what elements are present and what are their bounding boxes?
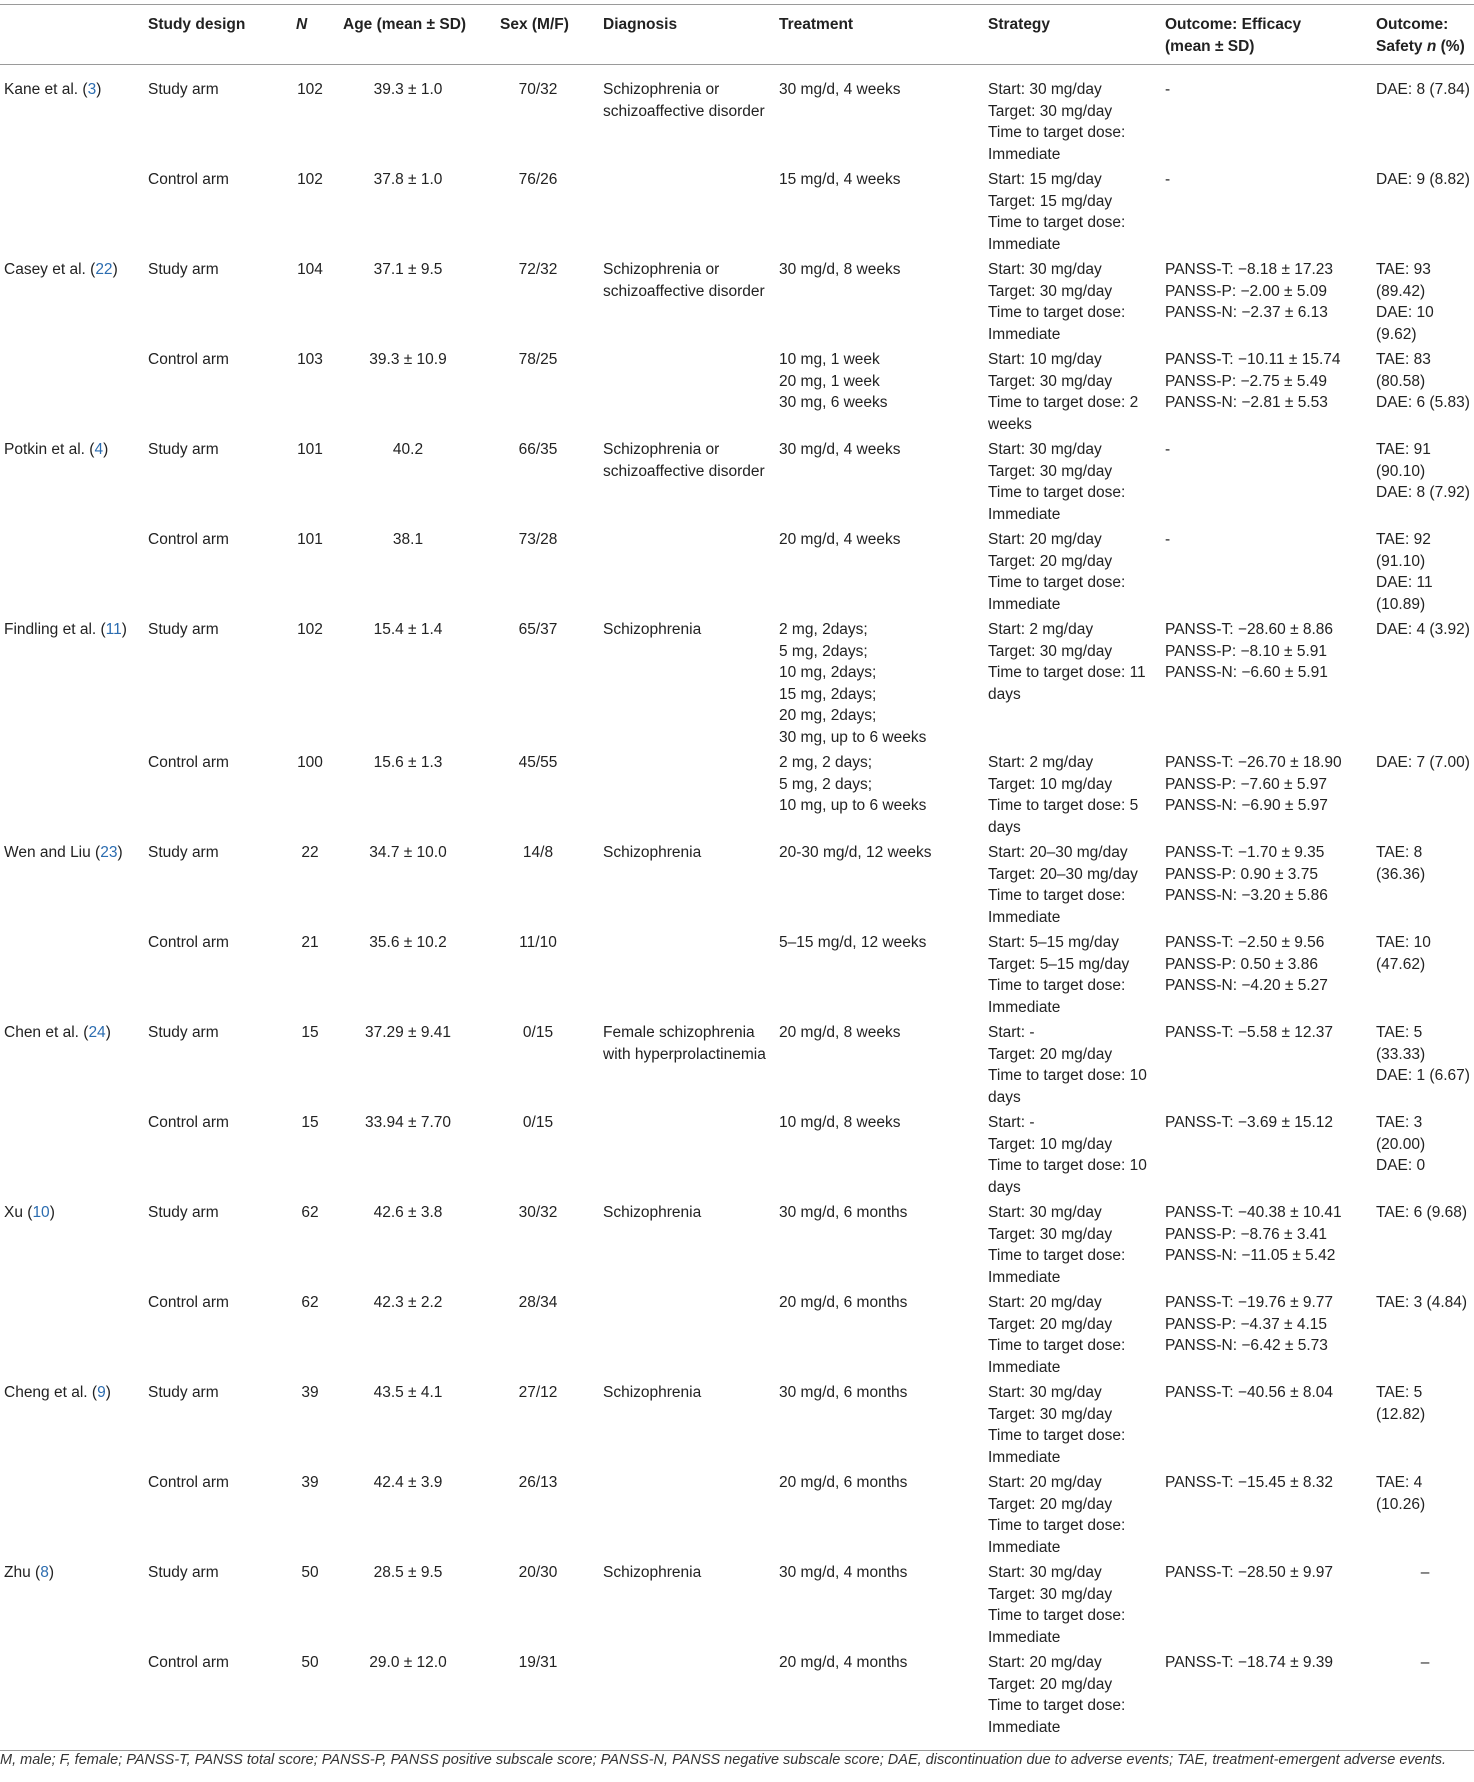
header-safety-line1: Outcome: — [1376, 16, 1449, 33]
study-name — [4, 842, 144, 864]
cell-design: Study arm — [148, 844, 219, 861]
cell-sex: 73/28 — [518, 531, 558, 548]
ref-close-paren: ) — [121, 621, 127, 638]
cell-sex: 19/31 — [518, 1654, 558, 1671]
cell-n: 100 — [297, 754, 323, 771]
reference-link[interactable]: 3 — [87, 81, 97, 98]
study-name — [4, 439, 144, 461]
header-diagnosis: Diagnosis — [603, 16, 678, 33]
cell-safety: DAE: 7 (7.00) — [1376, 754, 1470, 771]
cell-safety: TAE: 10 (47.62) — [1376, 934, 1431, 973]
cell-efficacy: - — [1165, 171, 1171, 188]
cell-treatment: 30 mg/d, 6 months — [779, 1384, 908, 1401]
study-name — [4, 1562, 144, 1584]
cell-sex: 26/13 — [518, 1474, 558, 1491]
cell-design: Control arm — [148, 1474, 229, 1491]
cell-n: 15 — [301, 1024, 319, 1041]
cell-safety: TAE: 8 (36.36) — [1376, 844, 1426, 883]
study-label: Potkin et al. ( — [4, 441, 95, 458]
cell-age: 42.4 ± 3.9 — [373, 1474, 443, 1491]
cell-age: 40.2 — [392, 441, 424, 458]
study-label: Findling et al. ( — [4, 621, 106, 638]
cell-n: 21 — [301, 934, 319, 951]
cell-design: Study arm — [148, 1204, 219, 1221]
cell-diagnosis: Schizophrenia — [603, 621, 702, 638]
cell-design: Study arm — [148, 261, 219, 278]
cell-design: Control arm — [148, 531, 229, 548]
cell-safety: TAE: 93 (89.42) DAE: 10 (9.62) — [1376, 261, 1434, 343]
cell-sex: 72/32 — [518, 261, 558, 278]
cell-sex: 65/37 — [518, 621, 558, 638]
study-label: Xu ( — [4, 1204, 33, 1221]
cell-strategy: Start: 5–15 mg/day Target: 5–15 mg/day Time to target dose: Immediate — [988, 934, 1130, 1016]
cell-treatment: 20 mg/d, 6 months — [779, 1474, 908, 1491]
cell-efficacy: PANSS-T: −28.50 ± 9.97 — [1165, 1564, 1334, 1581]
cell-treatment: 5–15 mg/d, 12 weeks — [779, 934, 927, 951]
study-label: Casey et al. ( — [4, 261, 96, 278]
ref-close-paren: ) — [105, 1024, 111, 1041]
cell-safety: TAE: 3 (4.84) — [1376, 1294, 1468, 1311]
cell-treatment: 30 mg/d, 4 months — [779, 1564, 908, 1581]
cell-efficacy: PANSS-T: −2.50 ± 9.56 PANSS-P: 0.50 ± 3.86 PANSS-N: −4.20 ± 5.27 — [1165, 934, 1328, 994]
cell-treatment: 20 mg/d, 8 weeks — [779, 1024, 901, 1041]
cell-diagnosis: Schizophrenia or schizoaffective disorder — [603, 81, 765, 120]
cell-efficacy: PANSS-T: −3.69 ± 15.12 — [1165, 1114, 1334, 1131]
cell-strategy: Start: - Target: 20 mg/day Time to target dose: 10 days — [988, 1024, 1147, 1106]
cell-sex: 78/25 — [518, 351, 558, 368]
cell-sex: 45/55 — [518, 754, 558, 771]
cell-n: 102 — [297, 171, 323, 188]
cell-diagnosis: Schizophrenia — [603, 1384, 702, 1401]
study-label: Cheng et al. ( — [4, 1384, 98, 1401]
cell-sex: 76/26 — [518, 171, 558, 188]
cell-safety: DAE: 8 (7.84) — [1376, 81, 1470, 98]
cell-safety: TAE: 92 (91.10) DAE: 11 (10.89) — [1376, 531, 1433, 613]
cell-design: Study arm — [148, 441, 219, 458]
cell-age: 29.0 ± 12.0 — [369, 1654, 447, 1671]
cell-strategy: Start: 15 mg/day Target: 15 mg/day Time to target dose: Immediate — [988, 171, 1126, 253]
cell-sex: 30/32 — [518, 1204, 558, 1221]
cell-efficacy: PANSS-T: −15.45 ± 8.32 — [1165, 1474, 1334, 1491]
cell-treatment: 20-30 mg/d, 12 weeks — [779, 844, 932, 861]
header-safety-pre: Safety — [1376, 37, 1427, 55]
reference-link[interactable]: 8 — [40, 1564, 49, 1581]
cell-n: 50 — [301, 1564, 319, 1581]
cell-design: Control arm — [148, 351, 229, 368]
cell-age: 37.8 ± 1.0 — [373, 171, 443, 188]
ref-close-paren: ) — [96, 81, 102, 98]
cell-treatment: 20 mg/d, 4 months — [779, 1654, 908, 1671]
ref-close-paren: ) — [49, 1204, 55, 1221]
cell-n: 101 — [297, 531, 323, 548]
cell-efficacy: - — [1165, 81, 1171, 98]
cell-sex: 0/15 — [522, 1024, 554, 1041]
study-name — [4, 619, 144, 641]
header-efficacy: Outcome: Efficacy (mean ± SD) — [1165, 16, 1302, 55]
ref-close-paren: ) — [105, 1384, 111, 1401]
cell-efficacy: PANSS-T: −18.74 ± 9.39 — [1165, 1654, 1334, 1671]
cell-efficacy: PANSS-T: −8.18 ± 17.23 PANSS-P: −2.00 ± 5.09 PANSS-N: −2.37 ± 6.13 — [1165, 261, 1334, 321]
cell-age: 38.1 — [392, 531, 424, 548]
cell-age: 43.5 ± 4.1 — [373, 1384, 443, 1401]
cell-diagnosis: Schizophrenia — [603, 844, 702, 861]
ref-close-paren: ) — [103, 441, 109, 458]
cell-strategy: Start: 20 mg/day Target: 20 mg/day Time to target dose: Immediate — [988, 1654, 1126, 1736]
study-label: Kane et al. ( — [4, 81, 88, 98]
header-strategy: Strategy — [988, 16, 1051, 33]
cell-treatment: 30 mg/d, 8 weeks — [779, 261, 901, 278]
header-treatment: Treatment — [779, 16, 854, 33]
cell-safety: DAE: 9 (8.82) — [1376, 171, 1470, 188]
cell-treatment: 30 mg/d, 6 months — [779, 1204, 908, 1221]
cell-sex: 28/34 — [518, 1294, 558, 1311]
cell-design: Control arm — [148, 171, 229, 188]
header-rule — [0, 64, 1474, 65]
cell-n: 39 — [301, 1474, 319, 1491]
cell-safety: TAE: 83 (80.58) DAE: 6 (5.83) — [1376, 351, 1470, 411]
cell-n: 102 — [297, 621, 323, 638]
study-name — [4, 259, 144, 281]
reference-link[interactable]: 22 — [95, 261, 113, 278]
cell-age: 15.4 ± 1.4 — [373, 621, 443, 638]
cell-n: 39 — [301, 1384, 319, 1401]
cell-n: 15 — [301, 1114, 319, 1131]
cell-efficacy: PANSS-T: −10.11 ± 15.74 PANSS-P: −2.75 ± 5.49 PANSS-N: −2.81 ± 5.53 — [1165, 351, 1341, 411]
ref-close-paren: ) — [117, 844, 123, 861]
cell-treatment: 2 mg, 2 days; 5 mg, 2 days; 10 mg, up to 6 weeks — [779, 754, 927, 814]
cell-age: 37.29 ± 9.41 — [364, 1024, 452, 1041]
cell-sex: 11/10 — [519, 934, 557, 951]
cell-sex: 27/12 — [518, 1384, 558, 1401]
cell-design: Study arm — [148, 1384, 219, 1401]
cell-efficacy: - — [1165, 531, 1171, 548]
cell-strategy: Start: 30 mg/day Target: 30 mg/day Time to target dose: Immediate — [988, 441, 1126, 523]
study-label: Wen and Liu ( — [4, 844, 101, 861]
cell-design: Control arm — [148, 934, 229, 951]
cell-sex: 70/32 — [518, 81, 558, 98]
cell-age: 39.3 ± 1.0 — [373, 81, 443, 98]
cell-age: 37.1 ± 9.5 — [373, 261, 443, 278]
header-safety-n: n — [1426, 37, 1437, 55]
cell-strategy: Start: 30 mg/day Target: 30 mg/day Time to target dose: Immediate — [988, 1564, 1126, 1646]
reference-link[interactable]: 11 — [105, 621, 122, 638]
cell-treatment: 20 mg/d, 6 months — [779, 1294, 908, 1311]
cell-strategy: Start: 2 mg/day Target: 30 mg/day Time to target dose: 11 days — [988, 621, 1146, 703]
study-name — [4, 79, 144, 101]
cell-age: 42.3 ± 2.2 — [373, 1294, 443, 1311]
cell-design: Study arm — [148, 1564, 219, 1581]
bottom-rule — [0, 1750, 1474, 1751]
cell-age: 33.94 ± 7.70 — [364, 1114, 452, 1131]
cell-diagnosis: Schizophrenia or schizoaffective disorder — [603, 261, 765, 300]
cell-diagnosis: Female schizophrenia with hyperprolactinemia — [603, 1024, 766, 1063]
cell-efficacy: PANSS-T: −19.76 ± 9.77 PANSS-P: −4.37 ± 4.15 PANSS-N: −6.42 ± 5.73 — [1165, 1294, 1334, 1354]
cell-age: 35.6 ± 10.2 — [369, 934, 447, 951]
cell-efficacy: PANSS-T: −40.56 ± 8.04 — [1165, 1384, 1334, 1401]
cell-safety: DAE: 4 (3.92) — [1376, 621, 1470, 638]
cell-safety: TAE: 91 (90.10) DAE: 8 (7.92) — [1376, 441, 1470, 501]
header-sex: Sex (M/F) — [500, 16, 569, 33]
header-safety — [1376, 14, 1465, 57]
cell-treatment: 10 mg/d, 8 weeks — [779, 1114, 901, 1131]
header-safety-post: (%) — [1436, 37, 1465, 55]
cell-n: 50 — [301, 1654, 319, 1671]
cell-strategy: Start: 20 mg/day Target: 20 mg/day Time to target dose: Immediate — [988, 1294, 1126, 1376]
cell-sex: 66/35 — [518, 441, 558, 458]
cell-design: Control arm — [148, 1114, 229, 1131]
reference-link[interactable]: 4 — [94, 441, 104, 458]
cell-strategy: Start: 30 mg/day Target: 30 mg/day Time to target dose: Immediate — [988, 1204, 1126, 1286]
cell-n: 22 — [301, 844, 319, 861]
cell-n: 103 — [297, 351, 323, 368]
cell-diagnosis: Schizophrenia — [603, 1564, 702, 1581]
cell-design: Control arm — [148, 1654, 229, 1671]
header-n: N — [296, 16, 308, 33]
cell-treatment: 2 mg, 2days; 5 mg, 2days; 10 mg, 2days; 15 mg, 2days; 20 mg, 2days; 30 mg, up to 6 weeks — [779, 621, 927, 746]
cell-diagnosis: Schizophrenia or schizoaffective disorder — [603, 441, 765, 480]
cell-efficacy: PANSS-T: −5.58 ± 12.37 — [1165, 1024, 1334, 1041]
cell-safety: – — [1420, 1564, 1430, 1581]
cell-sex: 14/8 — [522, 844, 554, 861]
cell-treatment: 10 mg, 1 week 20 mg, 1 week 30 mg, 6 weeks — [779, 351, 888, 411]
cell-design: Study arm — [148, 1024, 219, 1041]
cell-safety: TAE: 5 (12.82) — [1376, 1384, 1426, 1423]
top-rule — [0, 4, 1474, 5]
cell-safety: TAE: 6 (9.68) — [1376, 1204, 1468, 1221]
cell-efficacy: PANSS-T: −1.70 ± 9.35 PANSS-P: 0.90 ± 3.75 PANSS-N: −3.20 ± 5.86 — [1165, 844, 1328, 904]
study-name — [4, 1202, 144, 1224]
cell-sex: 20/30 — [518, 1564, 558, 1581]
reference-link[interactable]: 9 — [97, 1384, 106, 1401]
cell-treatment: 30 mg/d, 4 weeks — [779, 81, 901, 98]
cell-strategy: Start: 20 mg/day Target: 20 mg/day Time to target dose: Immediate — [988, 531, 1126, 613]
cell-efficacy: PANSS-T: −40.38 ± 10.41 PANSS-P: −8.76 ± 3.41 PANSS-N: −11.05 ± 5.42 — [1165, 1204, 1342, 1264]
table-footnote: M, male; F, female; PANSS-T, PANSS total score; PANSS-P, PANSS positive subscale score; PANSS-N, PANSS negative subscale score; DAE, discontinuation due to adverse events; TAE, treatment-emergent adverse events. — [0, 1752, 1447, 1768]
cell-design: Study arm — [148, 81, 219, 98]
cell-safety: TAE: 3 (20.00) DAE: 0 — [1376, 1114, 1426, 1174]
study-label: Chen et al. ( — [4, 1024, 89, 1041]
study-name — [4, 1382, 144, 1404]
cell-design: Control arm — [148, 754, 229, 771]
reference-link[interactable]: 24 — [88, 1024, 106, 1041]
cell-age: 28.5 ± 9.5 — [373, 1564, 443, 1581]
cell-strategy: Start: - Target: 10 mg/day Time to target dose: 10 days — [988, 1114, 1147, 1196]
cell-treatment: 20 mg/d, 4 weeks — [779, 531, 901, 548]
cell-strategy: Start: 10 mg/day Target: 30 mg/day Time to target dose: 2 weeks — [988, 351, 1139, 433]
reference-link[interactable]: 23 — [100, 844, 118, 861]
cell-strategy: Start: 20–30 mg/day Target: 20–30 mg/day Time to target dose: Immediate — [988, 844, 1138, 926]
header-age: Age (mean ± SD) — [343, 16, 467, 33]
cell-design: Control arm — [148, 1294, 229, 1311]
study-label: Zhu ( — [4, 1564, 41, 1581]
cell-safety: – — [1420, 1654, 1430, 1671]
cell-treatment: 15 mg/d, 4 weeks — [779, 171, 901, 188]
cell-safety: TAE: 5 (33.33) DAE: 1 (6.67) — [1376, 1024, 1470, 1084]
cell-n: 62 — [301, 1294, 319, 1311]
cell-sex: 0/15 — [522, 1114, 554, 1131]
cell-age: 39.3 ± 10.9 — [369, 351, 447, 368]
cell-strategy: Start: 2 mg/day Target: 10 mg/day Time to target dose: 5 days — [988, 754, 1139, 836]
ref-close-paren: ) — [112, 261, 118, 278]
cell-safety: TAE: 4 (10.26) — [1376, 1474, 1426, 1513]
cell-efficacy: - — [1165, 441, 1171, 458]
cell-strategy: Start: 30 mg/day Target: 30 mg/day Time to target dose: Immediate — [988, 261, 1126, 343]
cell-strategy: Start: 30 mg/day Target: 30 mg/day Time to target dose: Immediate — [988, 1384, 1126, 1466]
cell-n: 62 — [301, 1204, 319, 1221]
cell-efficacy: PANSS-T: −28.60 ± 8.86 PANSS-P: −8.10 ± 5.91 PANSS-N: −6.60 ± 5.91 — [1165, 621, 1334, 681]
cell-treatment: 30 mg/d, 4 weeks — [779, 441, 901, 458]
cell-age: 42.6 ± 3.8 — [373, 1204, 443, 1221]
study-name — [4, 1022, 144, 1044]
cell-n: 101 — [297, 441, 323, 458]
header-study-design: Study design — [148, 16, 246, 33]
cell-design: Study arm — [148, 621, 219, 638]
cell-n: 102 — [297, 81, 323, 98]
cell-age: 15.6 ± 1.3 — [373, 754, 443, 771]
cell-n: 104 — [297, 261, 323, 278]
ref-close-paren: ) — [48, 1564, 54, 1581]
cell-strategy: Start: 30 mg/day Target: 30 mg/day Time to target dose: Immediate — [988, 81, 1126, 163]
cell-strategy: Start: 20 mg/day Target: 20 mg/day Time to target dose: Immediate — [988, 1474, 1126, 1556]
cell-diagnosis: Schizophrenia — [603, 1204, 702, 1221]
cell-efficacy: PANSS-T: −26.70 ± 18.90 PANSS-P: −7.60 ± 5.97 PANSS-N: −6.90 ± 5.97 — [1165, 754, 1342, 814]
reference-link[interactable]: 10 — [32, 1204, 50, 1221]
cell-age: 34.7 ± 10.0 — [369, 844, 447, 861]
